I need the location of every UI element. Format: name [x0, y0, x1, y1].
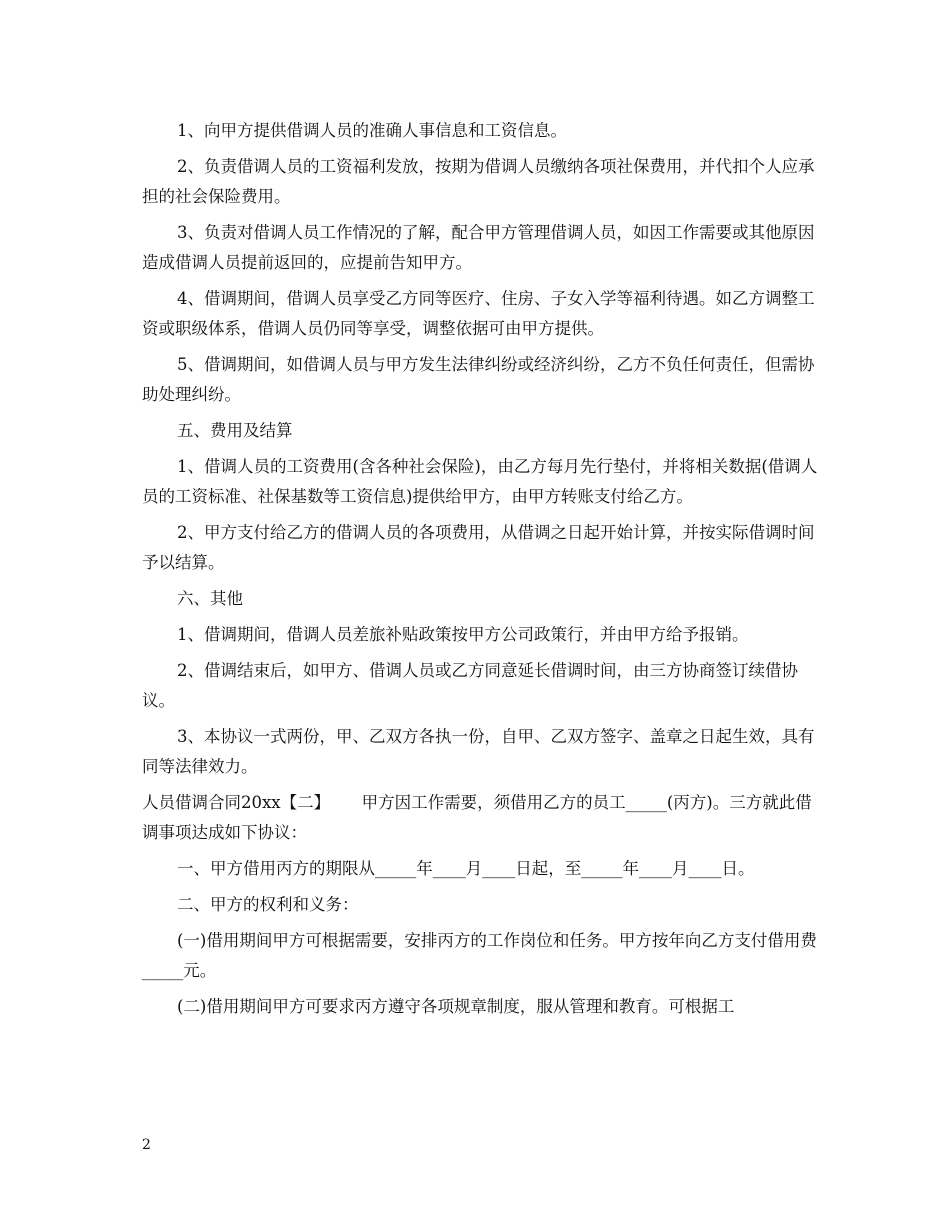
paragraph: 1、向甲方提供借调人员的准确人事信息和工资信息。	[177, 121, 567, 140]
paragraph: 3、本协议一式两份，甲、乙双方各执一份，自甲、乙双方签字、盖章之日起生效，具有同等法律效力。	[142, 727, 815, 776]
paragraph: 3、负责对借调人员工作情况的了解，配合甲方管理借调人员，如因工作需要或其他原因造成借调人员提前返回的，应提前告知甲方。	[142, 223, 815, 272]
paragraph: 一、甲方借用丙方的期限从_____年____月____日起，至_____年____月____日。	[177, 859, 755, 878]
paragraph: (一)借用期间甲方可根据需要，安排丙方的工作岗位和任务。甲方按年向乙方支付借用费_____元。	[142, 931, 817, 980]
section-heading: 五、费用及结算	[177, 421, 293, 440]
paragraph: 2、借调结束后，如甲方、借调人员或乙方同意延长借调时间，由三方协商签订续借协议。	[142, 661, 798, 710]
paragraph: 5、借调期间，如借调人员与甲方发生法律纠纷或经济纠纷，乙方不负任何责任，但需协助处理纠纷。	[142, 355, 815, 404]
paragraph: 2、甲方支付给乙方的借调人员的各项费用，从借调之日起开始计算，并按实际借调时间予以结算。	[142, 523, 815, 572]
paragraph: 2、负责借调人员的工资福利发放，按期为借调人员缴纳各项社保费用，并代扣个人应承担的社会保险费用。	[142, 157, 815, 206]
paragraph: 1、借调期间，借调人员差旅补贴政策按甲方公司政策行，并由甲方给予报销。	[177, 625, 749, 644]
paragraph: (二)借用期间甲方可要求丙方遵守各项规章制度，服从管理和教育。可根据工	[177, 997, 735, 1016]
section-heading: 二、甲方的权利和义务：	[177, 895, 359, 914]
paragraph: 4、借调期间，借调人员享受乙方同等医疗、住房、子女入学等福利待遇。如乙方调整工资或职级体系，借调人员仍同等享受，调整依据可由甲方提供。	[142, 289, 815, 338]
paragraph: 1、借调人员的工资费用(含各种社会保险)，由乙方每月先行垫付，并将相关数据(借调人员的工资标准、社保基数等工资信息)提供给甲方，由甲方转账支付给乙方。	[142, 457, 818, 506]
document-body	[142, 116, 822, 1028]
section-heading: 六、其他	[177, 589, 243, 608]
contract-title-paragraph: 人员借调合同20xx【二】 甲方因工作需要，须借用乙方的员工_____(丙方)。三方就此借调事项达成如下协议：	[142, 793, 812, 842]
page-number: 2	[142, 1137, 151, 1153]
